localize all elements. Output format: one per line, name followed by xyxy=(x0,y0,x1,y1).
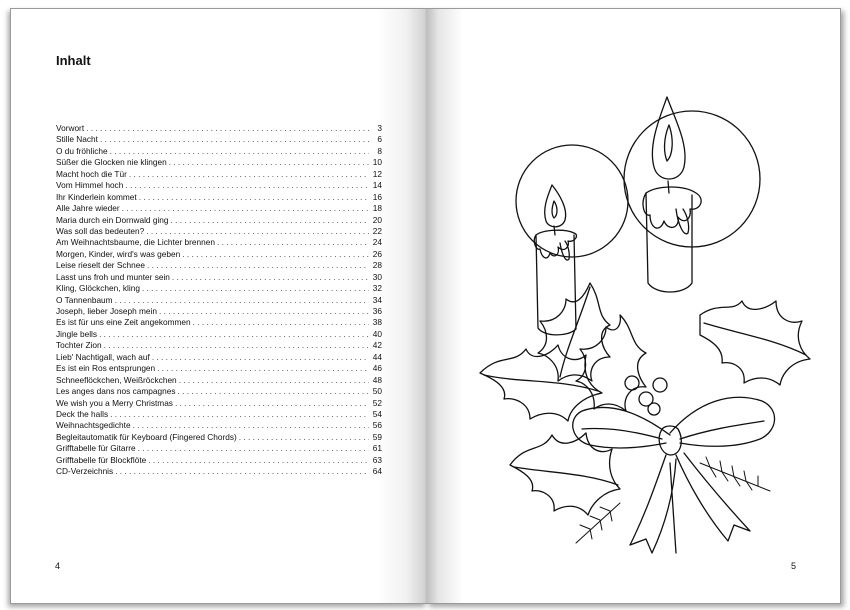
toc-entry-page: 14 xyxy=(372,180,382,191)
toc-dot-leader xyxy=(115,466,369,477)
toc-entry-title: CD-Verzeichnis xyxy=(56,466,114,477)
toc-entry-title: Grifftabelle für Gitarre xyxy=(56,443,136,454)
toc-entry-page: 32 xyxy=(372,283,382,294)
toc-entry-title: Ihr Kinderlein kommet xyxy=(56,191,137,202)
right-page xyxy=(426,8,841,604)
toc-entry-page: 46 xyxy=(372,363,382,374)
toc-entry xyxy=(56,283,382,294)
right-candle xyxy=(643,97,701,292)
toc-dot-leader xyxy=(152,352,369,363)
toc-entry-title: Alle Jahre wieder xyxy=(56,203,120,214)
toc-entry-title: Weihnachtsgedichte xyxy=(56,420,131,431)
toc-dot-leader xyxy=(179,375,369,386)
toc-entry xyxy=(56,420,382,431)
holly-leaves xyxy=(480,283,810,515)
toc-entry-title: Morgen, Kinder, wird's was geben xyxy=(56,248,181,259)
toc-entry-title: Was soll das bedeuten? xyxy=(56,225,145,236)
toc-entry-page: 8 xyxy=(377,145,382,156)
toc-entry xyxy=(56,272,382,283)
toc-dot-leader xyxy=(182,249,369,260)
toc-entry-title: Es ist ein Ros entsprungen xyxy=(56,363,156,374)
toc-dot-leader xyxy=(239,432,369,443)
toc-dot-leader xyxy=(115,295,369,306)
toc-dot-leader xyxy=(129,169,369,180)
toc-entry xyxy=(56,466,382,477)
toc-entry-page: 34 xyxy=(372,294,382,305)
toc-entry-title: Begleitautomatik für Keyboard (Fingered Chords) xyxy=(56,431,237,442)
toc-entry-title: O du fröhliche xyxy=(56,145,108,156)
toc-entry-page: 12 xyxy=(372,168,382,179)
toc-entry xyxy=(56,146,382,157)
toc-entry-title: Joseph, lieber Joseph mein xyxy=(56,306,158,316)
toc-entry xyxy=(56,192,382,203)
toc-entry-page: 64 xyxy=(372,466,382,477)
toc-entry-page: 42 xyxy=(372,340,382,351)
toc-dot-leader xyxy=(157,363,369,374)
toc-dot-leader xyxy=(86,123,369,134)
toc-entry-title: Süßer die Glocken nie klingen xyxy=(56,157,167,168)
toc-entry-page: 6 xyxy=(377,134,382,145)
toc-entry-page: 10 xyxy=(372,157,382,168)
toc-entry xyxy=(56,134,382,145)
toc-entry-title: Les anges dans nos campagnes xyxy=(56,386,176,397)
toc-entry-page: 3 xyxy=(377,123,382,133)
toc-entry-title: Stille Nacht xyxy=(56,134,98,145)
toc-entry-page: 50 xyxy=(372,386,382,397)
toc-entry-page: 61 xyxy=(372,443,382,454)
toc-entry xyxy=(56,215,382,226)
toc-dot-leader xyxy=(171,215,369,226)
toc-entry-page: 30 xyxy=(372,271,382,282)
toc-entry-page: 54 xyxy=(372,408,382,419)
toc-entry-title: Maria durch ein Dornwald ging xyxy=(56,214,169,225)
toc-entry-page: 20 xyxy=(372,214,382,225)
toc-dot-leader xyxy=(110,409,369,420)
toc-entry xyxy=(56,398,382,409)
toc-entry-title: Jingle bells xyxy=(56,328,98,339)
toc-entry xyxy=(56,375,382,386)
toc-dot-leader xyxy=(146,226,369,237)
toc-entry xyxy=(56,443,382,454)
open-booklet xyxy=(10,8,842,602)
left-candle xyxy=(534,185,576,335)
toc-entry-page: 24 xyxy=(372,237,382,248)
toc-dot-leader xyxy=(139,192,369,203)
toc-dot-leader xyxy=(148,455,369,466)
ribbon-bow xyxy=(573,397,775,553)
toc-entry-page: 28 xyxy=(372,260,382,271)
toc-entry xyxy=(56,409,382,420)
toc-entry-title: Es ist für uns eine Zeit angekommen xyxy=(56,317,191,328)
toc-dot-leader xyxy=(110,146,369,157)
page-number-left: 4 xyxy=(55,561,61,571)
halo-left xyxy=(516,145,628,257)
toc-entry-page: 52 xyxy=(372,397,382,408)
toc-entry xyxy=(56,386,382,397)
toc-dot-leader xyxy=(217,237,369,248)
toc-entry-title: Lasst uns froh und munter sein xyxy=(56,271,170,282)
toc-entry xyxy=(56,340,382,351)
toc-entry xyxy=(56,306,382,317)
toc-entry-page: 48 xyxy=(372,374,382,385)
toc-entry xyxy=(56,237,382,248)
toc-entry-title: We wish you a Merry Christmas xyxy=(56,397,173,408)
toc-entry-page: 22 xyxy=(372,225,382,236)
toc-entry-title: Vom Himmel hoch xyxy=(56,180,124,191)
toc-dot-leader xyxy=(133,420,369,431)
toc-entry-title: Lieb' Nachtigall, wach auf xyxy=(56,351,150,362)
toc-entry xyxy=(56,432,382,443)
toc-entry-title: Vorwort xyxy=(56,123,85,133)
toc-entry-page: 18 xyxy=(372,203,382,214)
toc-entry xyxy=(56,157,382,168)
toc-entry xyxy=(56,329,382,340)
toc-dot-leader xyxy=(147,260,369,271)
toc-dot-leader xyxy=(142,283,369,294)
toc-entry xyxy=(56,317,382,328)
toc-dot-leader xyxy=(169,157,369,168)
toc-dot-leader xyxy=(100,134,369,145)
toc-entry-title: Schneeflöckchen, Weißröckchen xyxy=(56,374,177,385)
holly-berries xyxy=(625,376,667,415)
table-of-contents xyxy=(56,123,382,478)
toc-entry-page: 44 xyxy=(372,351,382,362)
toc-dot-leader xyxy=(122,203,369,214)
toc-entry-title: O Tannenbaum xyxy=(56,294,113,305)
toc-dot-leader xyxy=(177,386,369,397)
toc-entry-title: Tochter Zion xyxy=(56,340,102,351)
toc-entry xyxy=(56,260,382,271)
toc-dot-leader xyxy=(193,317,369,328)
toc-entry-title: Am Weihnachtsbaume, die Lichter brennen xyxy=(56,237,215,248)
toc-dot-leader xyxy=(125,180,369,191)
toc-dot-leader xyxy=(138,443,369,454)
candles-illustration xyxy=(470,83,820,563)
page-number-right: 5 xyxy=(790,561,796,571)
toc-entry-title: Macht hoch die Tür xyxy=(56,168,127,179)
toc-entry xyxy=(56,352,382,363)
toc-dot-leader xyxy=(99,329,369,340)
toc-entry-page: 16 xyxy=(372,191,382,202)
toc-entry-page: 40 xyxy=(372,328,382,339)
toc-entry-title: Grifftabelle für Blockflöte xyxy=(56,454,147,465)
toc-entry-page: 36 xyxy=(372,306,382,316)
toc-entry xyxy=(56,203,382,214)
toc-entry xyxy=(56,295,382,306)
toc-entry-page: 59 xyxy=(372,431,382,442)
left-page xyxy=(10,8,427,604)
toc-entry-page: 63 xyxy=(372,454,382,465)
toc-entry xyxy=(56,169,382,180)
toc-dot-leader xyxy=(104,340,369,351)
toc-entry-page: 26 xyxy=(372,248,382,259)
toc-entry-page: 56 xyxy=(372,420,382,431)
toc-entry xyxy=(56,455,382,466)
toc-entry xyxy=(56,226,382,237)
toc-entry-page: 38 xyxy=(372,317,382,328)
toc-entry xyxy=(56,363,382,374)
toc-dot-leader xyxy=(175,398,369,409)
toc-entry-title: Leise rieselt der Schnee xyxy=(56,260,146,271)
toc-entry xyxy=(56,123,382,134)
toc-entry-title: Deck the halls xyxy=(56,408,109,419)
toc-entry xyxy=(56,249,382,260)
toc-heading: Inhalt xyxy=(56,53,91,68)
toc-entry xyxy=(56,180,382,191)
toc-dot-leader xyxy=(159,306,369,317)
toc-entry-title: Kling, Glöckchen, kling xyxy=(56,283,140,294)
toc-dot-leader xyxy=(172,272,369,283)
